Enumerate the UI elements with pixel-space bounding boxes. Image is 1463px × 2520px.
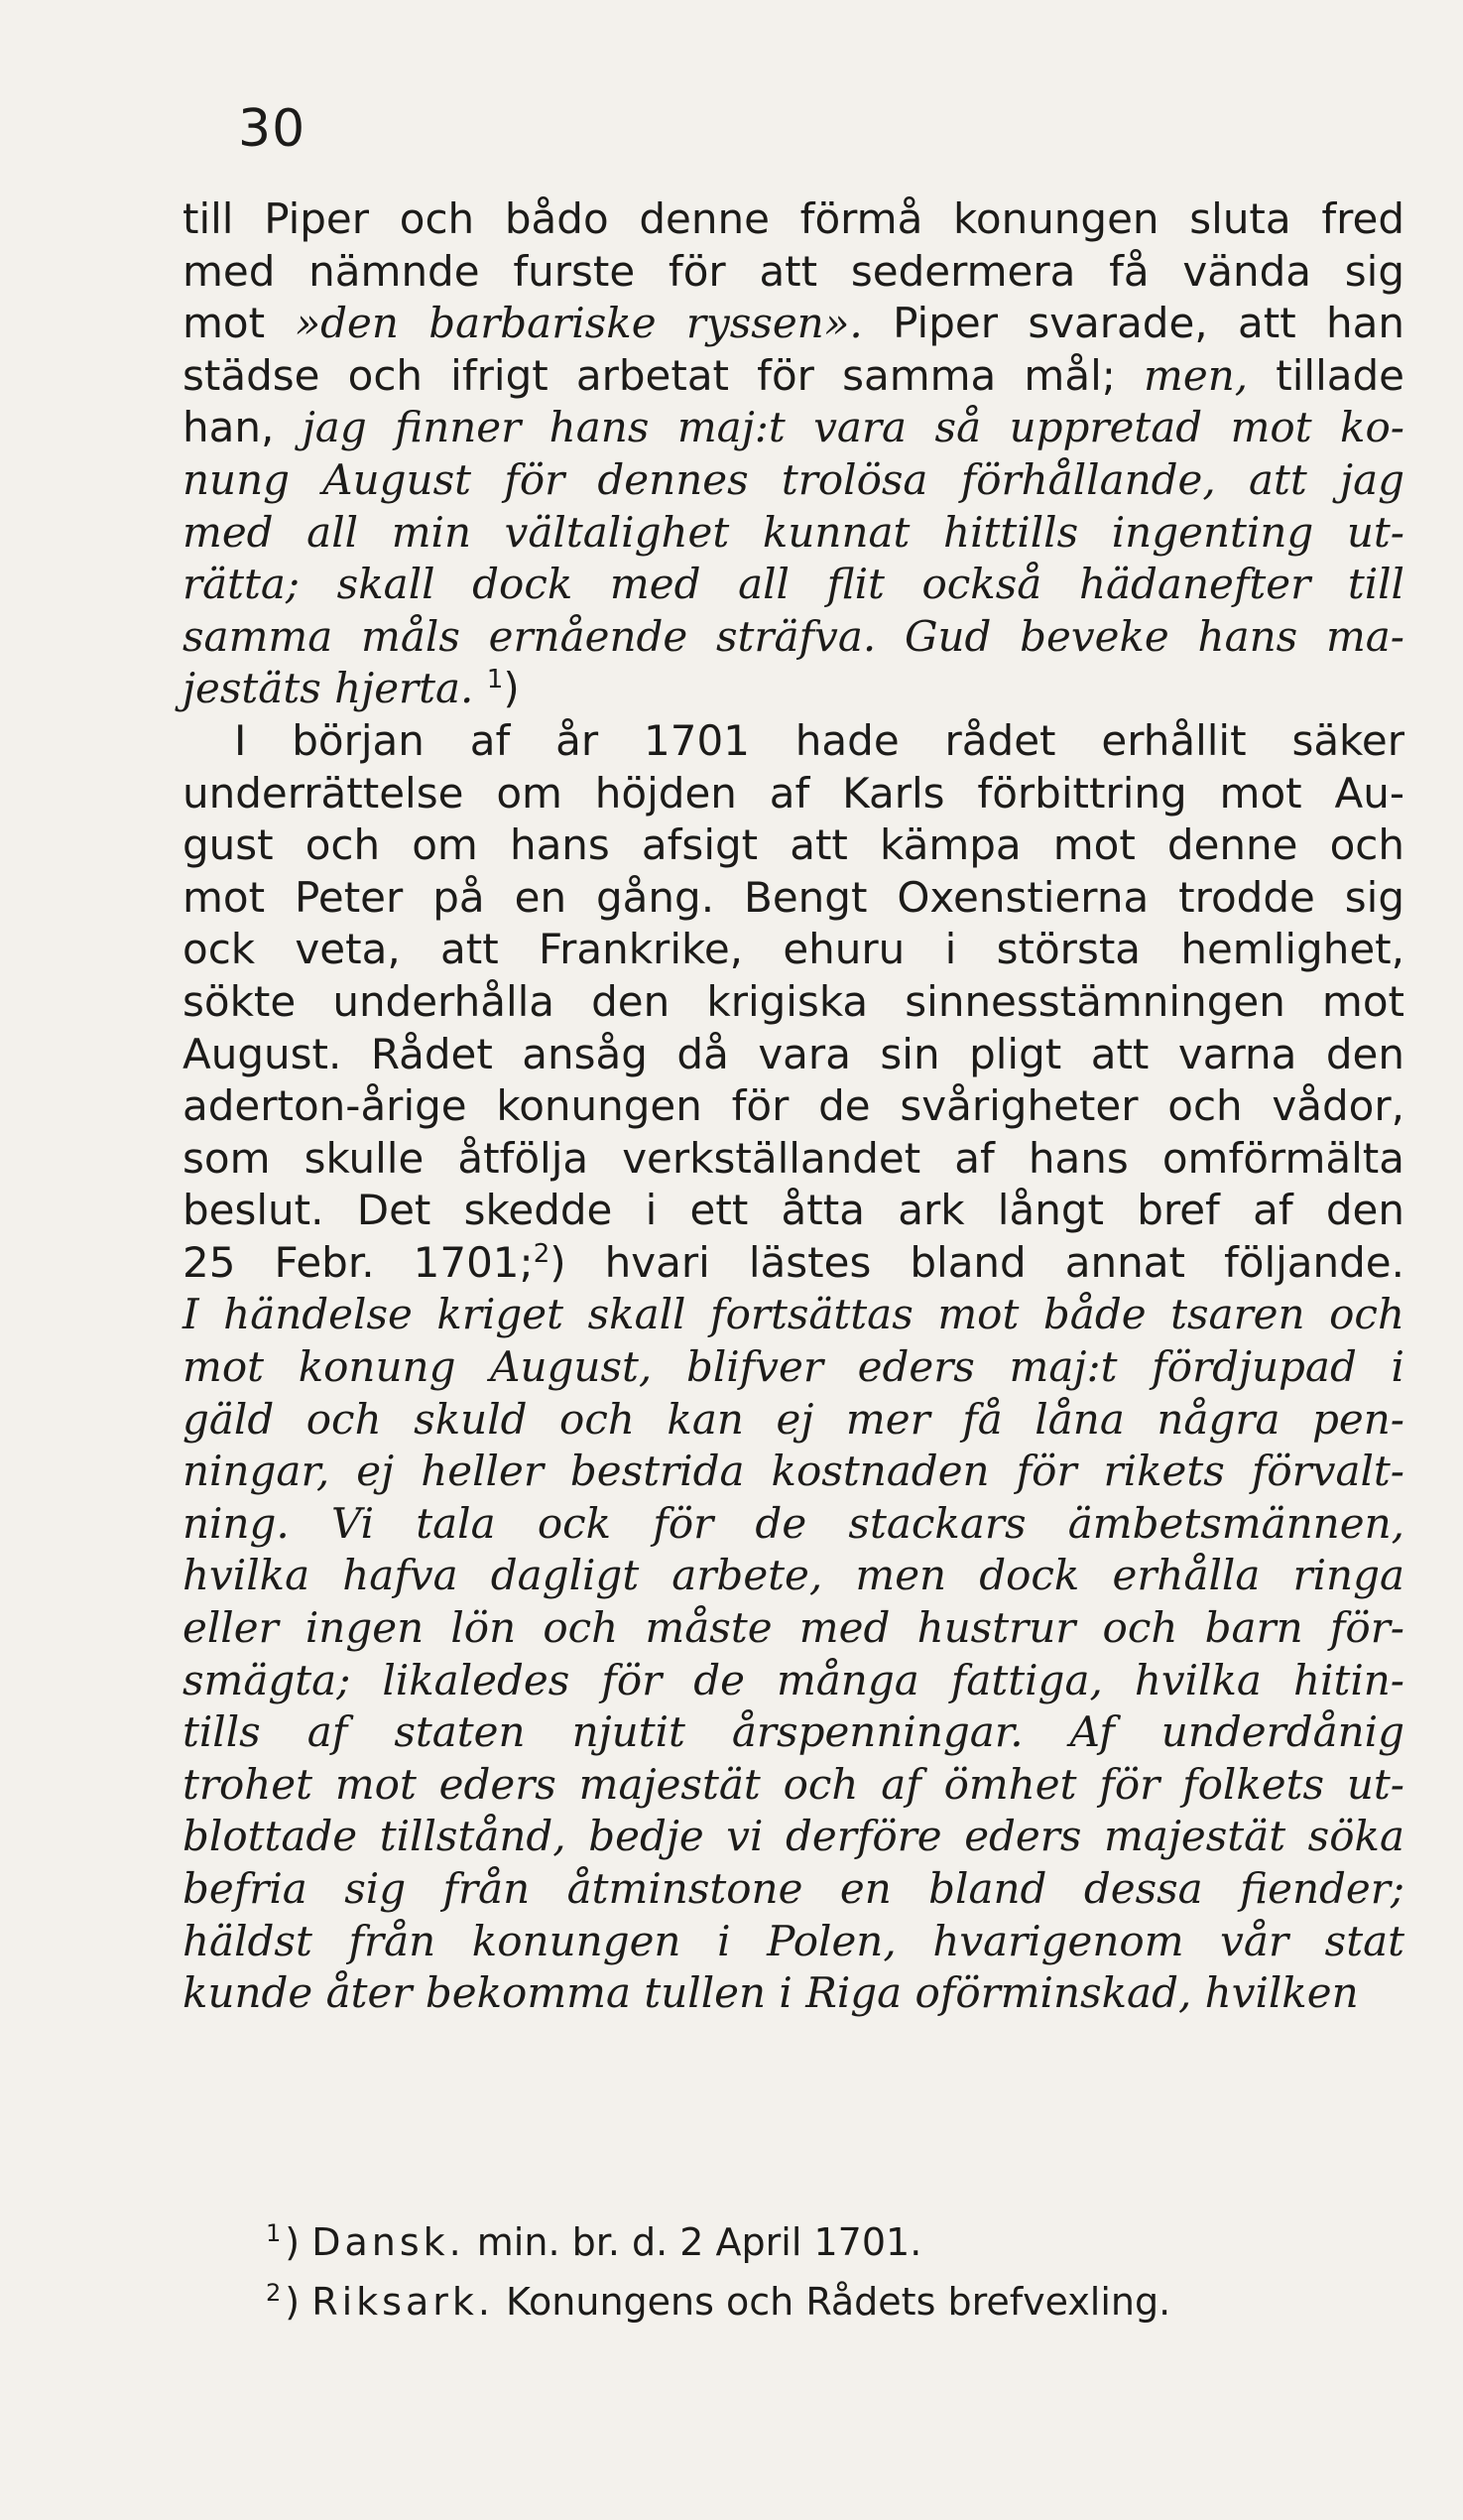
line-text: ningar, ej heller bestrida kostnaden för rikets förvalt-	[183, 1447, 1404, 1496]
line-text: med nämnde furste för att sedermera få vända sig	[183, 246, 1404, 296]
line-text: mot	[183, 299, 296, 348]
footnote-mark: 1	[266, 2219, 282, 2248]
text-line	[183, 298, 1404, 350]
line-text: aderton-årige konungen för de svårigheter och vådor,	[183, 1081, 1404, 1131]
text-line	[183, 1655, 1404, 1707]
footnote-source: Riksark.	[311, 2280, 494, 2324]
text-line	[183, 1706, 1404, 1759]
line-text: ) hvari lästes bland annat följande.	[549, 1237, 1404, 1287]
footnote-mark: 2	[266, 2279, 282, 2308]
line-text: samma måls ernående sträfva. Gud beveke hans ma-	[183, 611, 1404, 661]
line-text: kunde åter bekomma tullen i Riga oförminskad, hvilken	[183, 1968, 1359, 2018]
text-line	[183, 1811, 1404, 1863]
text-line	[183, 402, 1404, 454]
line-text: städse och ifrigt arbetat för samma mål;	[183, 350, 1145, 400]
line-text: eller ingen lön och måste med hustrur och barn för-	[183, 1603, 1404, 1653]
line-text: tillade	[1248, 350, 1405, 400]
text-line	[183, 924, 1404, 976]
text-line	[183, 193, 1404, 246]
text-line	[183, 454, 1404, 507]
text-line	[183, 507, 1404, 560]
emphasis-text: jestäts hjerta.	[183, 664, 474, 713]
emphasis-text: jag finner hans maj:t vara så uppretad mot ko-	[302, 403, 1404, 452]
line-text: med all min vältalighet kunnat hittills ingenting ut-	[183, 507, 1404, 557]
text-line	[183, 1967, 1404, 2020]
text-line	[183, 1185, 1404, 1237]
line-text: gust och om hans afsigt att kämpa mot denne och	[183, 820, 1404, 870]
text-line	[183, 1080, 1404, 1133]
text-line	[183, 246, 1404, 299]
line-text: han,	[183, 403, 303, 452]
text-line	[183, 872, 1404, 925]
text-line	[183, 768, 1404, 820]
text-line	[183, 1029, 1404, 1081]
line-text: häldst från konungen i Polen, hvarigenom vår stat	[183, 1916, 1404, 1965]
line-text: ning. Vi tala ock för de stackars ämbetsmännen,	[183, 1498, 1404, 1548]
text-line	[183, 1602, 1404, 1655]
line-text: I början af år 1701 hade rådet erhållit säker	[234, 715, 1404, 765]
text-line	[183, 976, 1404, 1029]
line-text: till Piper och bådo denne förmå konungen sluta fred	[183, 194, 1404, 243]
body-text	[183, 193, 1404, 2020]
line-text: beslut. Det skedde i ett åtta ark långt bref af den	[183, 1186, 1404, 1235]
footnote-mark-paren: )	[285, 2220, 312, 2264]
text-line	[183, 1498, 1404, 1551]
line-text: ock veta, att Frankrike, ehuru i största hemlighet,	[183, 925, 1404, 974]
line-text: mot Peter på en gång. Bengt Oxenstierna trodde sig	[183, 872, 1404, 922]
footnote-source: Dansk.	[311, 2220, 465, 2264]
line-text: I händelse kriget skall fortsättas mot både tsaren och	[183, 1290, 1404, 1339]
line-text: mot konung August, blifver eders maj:t fördjupad i	[183, 1342, 1404, 1392]
footnote	[266, 2212, 1258, 2272]
footnote-text: Konungens och Rådets brefvexling.	[493, 2280, 1171, 2324]
line-text: rätta; skall dock med all flit också hädanefter till	[183, 560, 1404, 609]
footnote-reference: 1	[486, 665, 504, 695]
text-line	[183, 1863, 1404, 1916]
line-text: trohet mot eders majestät och af ömhet för folkets ut-	[183, 1759, 1404, 1809]
text-line	[183, 1394, 1404, 1447]
text-line	[183, 1133, 1404, 1186]
emphasis-text: men,	[1144, 350, 1249, 400]
text-line	[183, 715, 1404, 768]
line-text: gäld och skuld och kan ej mer få låna några pen-	[183, 1394, 1404, 1444]
emphasis-text: »den barbariske ryssen».	[295, 299, 863, 348]
line-text: underrättelse om höjden af Karls förbittring mot Au-	[183, 768, 1404, 818]
text-line	[183, 559, 1404, 611]
text-line	[183, 1289, 1404, 1341]
line-text: tills af staten njutit årspenningar. Af underdånig	[183, 1707, 1404, 1757]
line-text: som skulle åtfölja verkställandet af hans omförmälta	[183, 1133, 1404, 1183]
line-text: nung August för dennes trolösa förhållande, att jag	[183, 454, 1404, 504]
text-line	[183, 1550, 1404, 1602]
line-text: smägta; likaledes för de många fattiga, hvilka hitin-	[183, 1655, 1404, 1704]
line-text: befria sig från åtminstone en bland dessa fiender;	[183, 1864, 1404, 1913]
footnote-reference: 2	[533, 1238, 550, 1269]
text-line	[183, 1341, 1404, 1394]
text-line	[183, 611, 1404, 664]
text-line	[183, 1759, 1404, 1812]
line-text: Piper svarade, att han	[862, 299, 1404, 348]
page-number: 30	[238, 99, 306, 159]
text-line	[183, 1237, 1404, 1290]
text-line	[183, 350, 1404, 403]
footnote-mark-paren: )	[285, 2280, 312, 2324]
line-text: hvilka hafva dagligt arbete, men dock erhålla ringa	[183, 1551, 1404, 1600]
text-line	[183, 1446, 1404, 1498]
line-text: sökte underhålla den krigiska sinnesstämningen mot	[183, 976, 1404, 1026]
line-text: August. Rådet ansåg då vara sin pligt att varna den	[183, 1029, 1404, 1078]
footnote	[266, 2272, 1258, 2331]
text-line	[183, 1916, 1404, 1968]
footnotes	[266, 2212, 1258, 2331]
footnote-text: min. br. d. 2 April 1701.	[464, 2220, 922, 2264]
line-text: blottade tillstånd, bedje vi derföre eders majestät söka	[183, 1812, 1404, 1861]
text-line	[183, 663, 1404, 715]
text-line	[183, 819, 1404, 872]
line-text: )	[503, 664, 520, 713]
line-text: 25 Febr. 1701;	[183, 1237, 534, 1287]
